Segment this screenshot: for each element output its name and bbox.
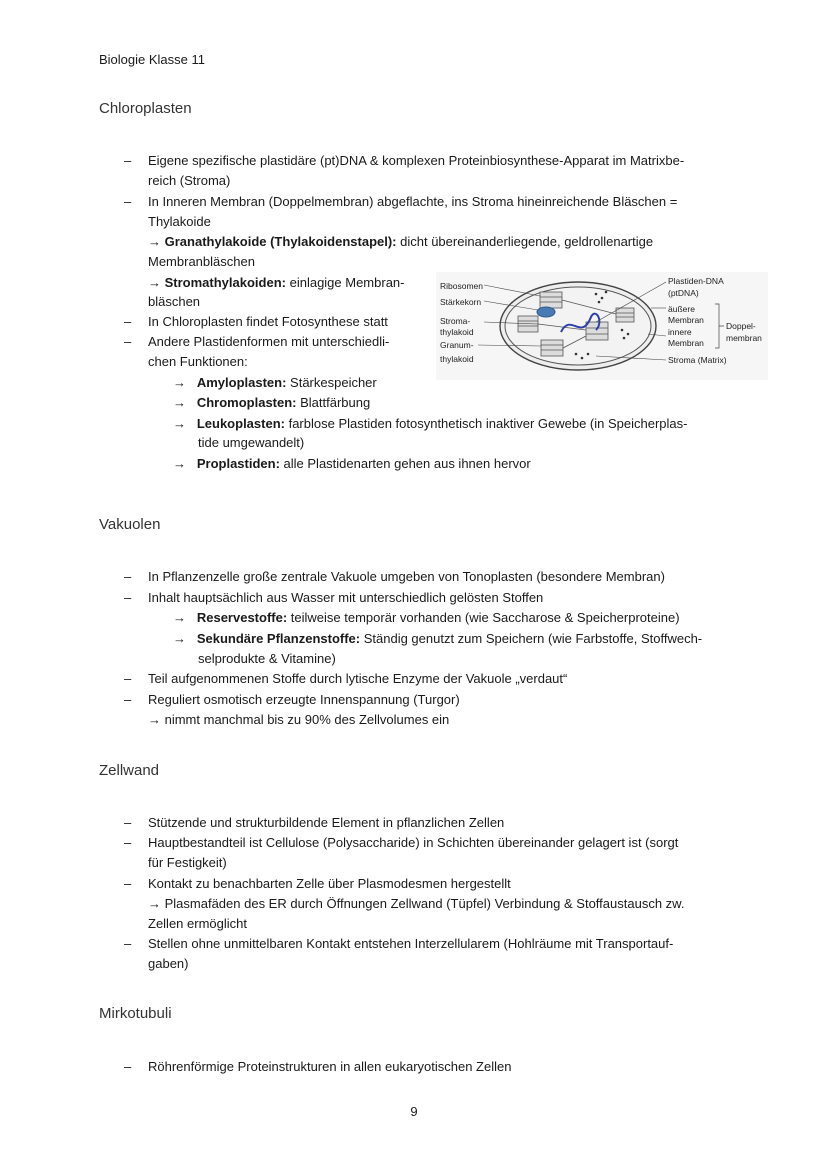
term-description: dicht übereinanderliegende, geldrollenartige bbox=[396, 234, 654, 249]
label-staerkekorn: Stärkekorn bbox=[440, 297, 482, 307]
bullet-text: Inhalt hauptsächlich aus Wasser mit unterschiedlich gelösten Stoffen bbox=[148, 590, 544, 605]
label-ribosomen: Ribosomen bbox=[440, 281, 483, 291]
term: Leukoplasten: bbox=[196, 416, 285, 431]
label-plastiden-dna: (ptDNA) bbox=[668, 288, 699, 298]
bullet-text: → nimmt manchmal bis zu 90% des Zellvolumes ein bbox=[148, 712, 450, 727]
bullet: – bbox=[124, 936, 132, 951]
sub-point-sekundaere-pflanzenstoffe bbox=[173, 629, 702, 649]
arrow-icon: → bbox=[173, 416, 186, 431]
section-title-chloroplasten: Chloroplasten bbox=[99, 100, 192, 117]
bullet-text: selprodukte & Vitamine) bbox=[198, 651, 336, 666]
bullet-text: Andere Plastidenformen mit unterschiedli- bbox=[148, 334, 390, 349]
bullet-text: In Pflanzenzelle große zentrale Vakuole umgeben von Tonoplasten (besondere Membran) bbox=[148, 569, 665, 584]
plastid-type-amyloplasten bbox=[173, 373, 377, 393]
term: Reservestoffe: bbox=[196, 610, 288, 625]
label-stromathylakoid: Stroma- bbox=[440, 316, 471, 326]
page-number: 9 bbox=[410, 1104, 418, 1119]
bullet-text: Teil aufgenommenen Stoffe durch lytische Enzyme der Vakuole „verdaut“ bbox=[148, 671, 568, 686]
bullet: – bbox=[124, 153, 132, 168]
label-doppelmembran: membran bbox=[726, 333, 762, 343]
bullet-text: Eigene spezifische plastidäre (pt)DNA & komplexen Proteinbiosynthese-Apparat im Matrixbe- bbox=[148, 153, 685, 168]
bullet-text: Stellen ohne unmittelbaren Kontakt entstehen Interzellularem (Hohlräume mit Transportauf- bbox=[148, 936, 674, 951]
bullet: – bbox=[124, 692, 132, 707]
label-aeussere-membran: äußere bbox=[668, 304, 695, 314]
term-description: Blattfärbung bbox=[296, 395, 371, 410]
sub-point-stromathylakoiden bbox=[148, 273, 405, 293]
bullet: – bbox=[124, 194, 132, 209]
label-aeussere-membran: Membran bbox=[668, 315, 704, 325]
arrow-icon: → bbox=[173, 631, 186, 646]
sub-point-reservestoffe bbox=[173, 608, 680, 628]
term: Proplastiden: bbox=[196, 456, 280, 471]
term-description: Ständig genutzt zum Speichern (wie Farbstoffe, Stoffwech- bbox=[360, 631, 703, 646]
starch-grain bbox=[537, 307, 555, 317]
bullet-text: In Chloroplasten findet Fotosynthese statt bbox=[148, 314, 388, 329]
label-innere-membran: innere bbox=[668, 327, 692, 337]
term: Sekundäre Pflanzenstoffe: bbox=[196, 631, 361, 646]
arrow-icon: → bbox=[148, 275, 161, 290]
section-title-vakuolen: Vakuolen bbox=[99, 516, 161, 533]
bullet-text: reich (Stroma) bbox=[148, 173, 231, 188]
label-granumthylakoid: Granum- bbox=[440, 340, 474, 350]
bullet-text: → Plasmafäden des ER durch Öffnungen Zellwand (Tüpfel) Verbindung & Stoffaustausch zw. bbox=[148, 896, 685, 911]
bullet-text: Reguliert osmotisch erzeugte Innenspannung (Turgor) bbox=[148, 692, 460, 707]
bullet-text: bläschen bbox=[148, 294, 201, 309]
term-description: alle Plastidenarten gehen aus ihnen hervor bbox=[279, 456, 531, 471]
bullet-text: Zellen ermöglicht bbox=[148, 916, 247, 931]
bullet-text: Kontakt zu benachbarten Zelle über Plasmodesmen hergestellt bbox=[148, 876, 511, 891]
bullet-text: Hauptbestandteil ist Cellulose (Polysaccharide) in Schichten übereinander gelagert ist (sorgt bbox=[148, 835, 679, 850]
bullet: – bbox=[124, 590, 132, 605]
label-stroma-matrix: Stroma (Matrix) bbox=[668, 355, 727, 365]
bullet: – bbox=[124, 334, 132, 349]
term: Stromathylakoiden: bbox=[164, 275, 286, 290]
term: Granathylakoide (Thylakoidenstapel): bbox=[164, 234, 397, 249]
bullet: – bbox=[124, 569, 132, 584]
label-stromathylakoid: thylakoid bbox=[440, 327, 474, 337]
bullet: – bbox=[124, 314, 132, 329]
plastid-type-leukoplasten bbox=[173, 414, 687, 434]
label-innere-membran: Membran bbox=[668, 338, 704, 348]
term-description: einlagige Membran- bbox=[285, 275, 405, 290]
label-granumthylakoid: thylakoid bbox=[440, 354, 474, 364]
label-plastiden-dna: Plastiden-DNA bbox=[668, 276, 724, 286]
bullet: – bbox=[124, 876, 132, 891]
term-description: teilweise temporär vorhanden (wie Saccharose & Speicherproteine) bbox=[287, 610, 680, 625]
term-description: Stärkespeicher bbox=[286, 375, 377, 390]
term: Chromoplasten: bbox=[196, 395, 297, 410]
bullet-text: Stützende und strukturbildende Element in pflanzlichen Zellen bbox=[148, 815, 505, 830]
bullet-text: Röhrenförmige Proteinstrukturen in allen eukaryotischen Zellen bbox=[148, 1059, 512, 1074]
plastid-type-proplastiden bbox=[173, 454, 531, 474]
arrow-icon: → bbox=[173, 395, 186, 410]
bullet: – bbox=[124, 815, 132, 830]
arrow-icon: → bbox=[173, 375, 186, 390]
term-description: farblose Plastiden fotosynthetisch inaktiver Gewebe (in Speicherplas- bbox=[284, 416, 688, 431]
bullet: – bbox=[124, 1059, 132, 1074]
arrow-icon: → bbox=[173, 610, 186, 625]
bullet: – bbox=[124, 835, 132, 850]
bullet-text: In Inneren Membran (Doppelmembran) abgeflachte, ins Stroma hineinreichende Bläschen = bbox=[148, 194, 678, 209]
bullet-text: chen Funktionen: bbox=[148, 354, 248, 369]
arrow-icon: → bbox=[173, 456, 186, 471]
term: Amyloplasten: bbox=[196, 375, 287, 390]
bullet-text: gaben) bbox=[148, 956, 189, 971]
document-header: Biologie Klasse 11 bbox=[99, 52, 205, 67]
section-title-zellwand: Zellwand bbox=[99, 762, 160, 779]
plastid-type-chromoplasten bbox=[173, 393, 370, 413]
label-doppelmembran: Doppel- bbox=[726, 321, 756, 331]
bullet-text: tide umgewandelt) bbox=[198, 435, 305, 450]
bullet-text: für Festigkeit) bbox=[148, 855, 227, 870]
chloroplast-diagram bbox=[436, 272, 768, 380]
bullet-text: Membranbläschen bbox=[148, 254, 255, 269]
sub-point-granathylakoide bbox=[148, 232, 653, 252]
arrow-icon: → bbox=[148, 234, 161, 249]
section-title-mikrotubuli: Mirkotubuli bbox=[99, 1005, 172, 1022]
bullet-text: Thylakoide bbox=[148, 214, 211, 229]
bullet: – bbox=[124, 671, 132, 686]
